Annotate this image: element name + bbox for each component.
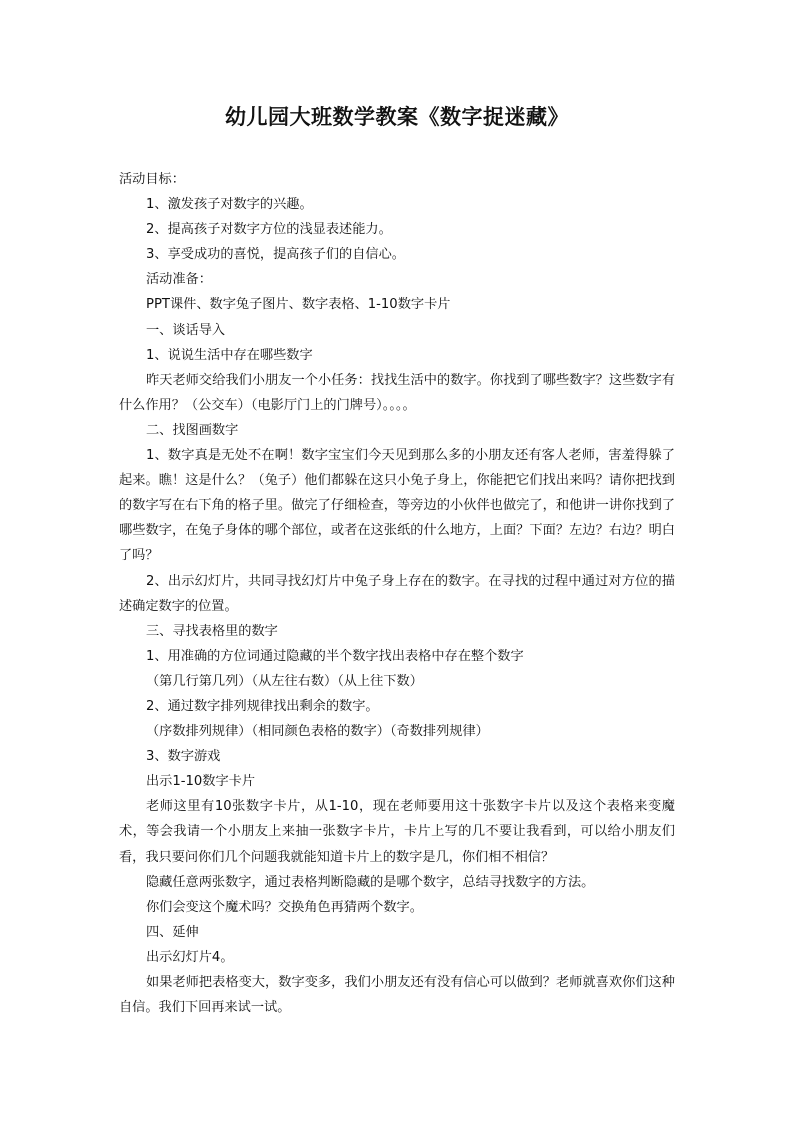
document-title: 幼儿园大班数学教案《数字捉迷藏》 — [225, 104, 569, 129]
paragraph-section-3-step-1: 1、用准确的方位词通过隐藏的半个数字找出表格中存在整个数字 — [146, 648, 524, 664]
paragraph-section-3-step-1-notes: （第几行第几列）（从左往右数）（从上往下数） — [146, 673, 423, 689]
paragraph-show-cards: 出示1-10数字卡片 — [146, 774, 256, 790]
paragraph-magic-trick: 老师这里有10张数字卡片，从1-10，现在老师要用这十张数字卡片以及这个表格来变魔术，等会我请一个小朋友上来抽一张数字卡片，卡片上写的几不要让我看到，可以给小朋友们看，我只要问你们几个问题我就能知道卡片上的数字是几，你们相不相信？ — [119, 799, 675, 865]
paragraph-section-3-step-2-notes: （序数排列规律）（相同颜色表格的数字）（奇数排列规律） — [146, 724, 489, 740]
paragraph-section-4-heading: 四、延伸 — [146, 924, 199, 940]
paragraph-section-3-heading: 三、寻找表格里的数字 — [146, 623, 278, 639]
paragraph-section-2-heading: 二、找图画数字 — [146, 422, 239, 438]
paragraph-section-3-step-2: 2、通过数字排列规律找出剩余的数字。 — [146, 698, 379, 714]
paragraph-goal-2: 2、提高孩子对数字方位的浅显表述能力。 — [146, 222, 392, 238]
paragraph-preparation-items: PPT课件、数字兔子图片、数字表格、1-10数字卡片 — [146, 297, 451, 313]
paragraph-show-slide-4: 出示幻灯片4。 — [146, 949, 234, 965]
paragraph-section-1-heading: 一、谈话导入 — [146, 322, 226, 338]
paragraph-goal-3: 3、享受成功的喜悦，提高孩子们的自信心。 — [146, 247, 405, 263]
document-body — [119, 167, 675, 1020]
paragraph-section-1-step-1: 1、说说生活中存在哪些数字 — [146, 347, 313, 363]
paragraph-section-2-step-1: 1、数字真是无处不在啊！数字宝宝们今天见到那么多的小朋友还有客人老师，害羞得躲了起来。瞧！这是什么？（兔子）他们都躲在这只小兔子身上，你能把它们找出来吗？请你把找到的数字写在右下角的格子里。做完了仔细检查，等旁边的小伙伴也做完了，和他讲一讲你找到了哪些数字，在兔子身体的哪个部位，或者在这张纸的什么地方，上面？下面？左边？右边？明白了吗？ — [119, 448, 675, 564]
paragraph-extension-text: 如果老师把表格变大，数字变多，我们小朋友还有没有信心可以做到？老师就喜欢你们这种自信。我们下回再来试一试。 — [119, 975, 675, 1016]
paragraph-swap-roles: 你们会变这个魔术吗？交换角色再猜两个数字。 — [146, 899, 423, 915]
paragraph-hide-two-cards: 隐藏任意两张数字，通过表格判断隐藏的是哪个数字，总结寻找数字的方法。 — [146, 874, 595, 890]
paragraph-preparation-heading: 活动准备： — [146, 272, 212, 288]
paragraph-section-1-text: 昨天老师交给我们小朋友一个小任务：找找生活中的数字。你找到了哪些数字？这些数字有什么作用？（公交车）（电影厅门上的门牌号）。。。。 — [119, 372, 675, 413]
paragraph-goal-1: 1、激发孩子对数字的兴趣。 — [146, 197, 313, 213]
paragraph-section-2-step-2: 2、出示幻灯片，共同寻找幻灯片中兔子身上存在的数字。在寻找的过程中通过对方位的描述确定数字的位置。 — [119, 573, 675, 614]
paragraph-section-3-step-3: 3、数字游戏 — [146, 749, 221, 765]
paragraph-activity-goals-heading: 活动目标： — [119, 172, 185, 187]
